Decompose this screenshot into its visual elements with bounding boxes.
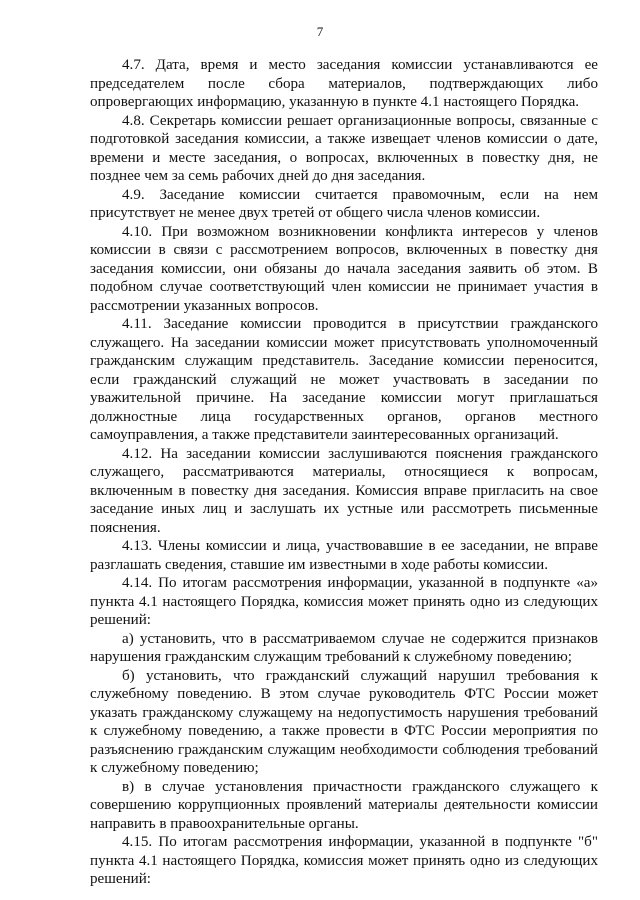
paragraph-4-11: 4.11. Заседание комиссии проводится в присутствии гражданского служащего. На заседании комиссии может присутствовать уполномоченный гражданским служащим представитель. Заседание комиссии переносится, если гражданский служащий не может участвовать в заседании по уважительной причине. На заседание комиссии могут приглашаться должностные лица государственных органов, органов местного самоуправления, а также представители заинтересованных организаций.: [90, 316, 598, 443]
paragraph-4-14: 4.14. По итогам рассмотрения информации, указанной в подпункте «а» пункта 4.1 настоящего Порядка, комиссия может принять одно из следующих решений:: [90, 575, 598, 628]
paragraph-4-13: 4.13. Члены комиссии и лица, участвовавшие в ее заседании, не вправе разглашать сведения, ставшие им известными в ходе работы комиссии.: [90, 538, 598, 573]
paragraph-4-10: 4.10. При возможном возникновении конфликта интересов у членов комиссии в связи с рассмотрением вопросов, включенных в повестку дня заседания комиссии, они обязаны до начала заседания заявить об этом. В подобном случае соответствующий член комиссии не принимает участия в рассмотрении указанных вопросов.: [90, 223, 598, 314]
paragraph-4-15: 4.15. По итогам рассмотрения информации, указанной в подпункте "б" пункта 4.1 настоящего Порядка, комиссия может принять одно из следующих решений:: [90, 834, 598, 887]
document-body: [90, 56, 598, 889]
paragraph-4-14-v: в) в случае установления причастности гражданского служащего к совершению коррупционных проявлений материалы деятельности комиссии направить в правоохранительные органы.: [90, 778, 598, 832]
paragraph-4-8: 4.8. Секретарь комиссии решает организационные вопросы, связанные с подготовкой заседания комиссии, а также извещает членов комиссии о дате, времени и месте заседания, о вопросах, включенных в повестку дня, не позднее чем за семь рабочих дней до дня заседания.: [90, 112, 598, 184]
paragraph-4-14-b: б) установить, что гражданский служащий нарушил требования к служебному поведению. В этом случае руководитель ФТС России может указать гражданскому служащему на недопустимость нарушения требований к служебному поведению, а также провести в ФТС России мероприятия по разъяснению гражданским служащим необходимости соблюдения требований к служебному поведению;: [90, 667, 598, 776]
page-number: 7: [316, 24, 324, 39]
paragraph-4-14-a: а) установить, что в рассматриваемом случае не содержится признаков нарушения гражданским служащим требований к служебному поведению;: [90, 630, 598, 665]
paragraph-4-7: 4.7. Дата, время и место заседания комиссии устанавливаются ее председателем после сбора материалов, подтверждающих либо опровергающих информацию, указанную в пункте 4.1 настоящего Порядка.: [90, 57, 598, 110]
paragraph-4-9: 4.9. Заседание комиссии считается правомочным, если на нем присутствует не менее двух третей от общего числа членов комиссии.: [90, 186, 598, 221]
paragraph-4-12: 4.12. На заседании комиссии заслушиваются пояснения гражданского служащего, рассматриваются материалы, относящиеся к вопросам, включенным в повестку дня заседания. Комиссия вправе пригласить на свое заседание иных лиц и заслушать их устные или рассмотреть письменные пояснения.: [90, 445, 598, 536]
